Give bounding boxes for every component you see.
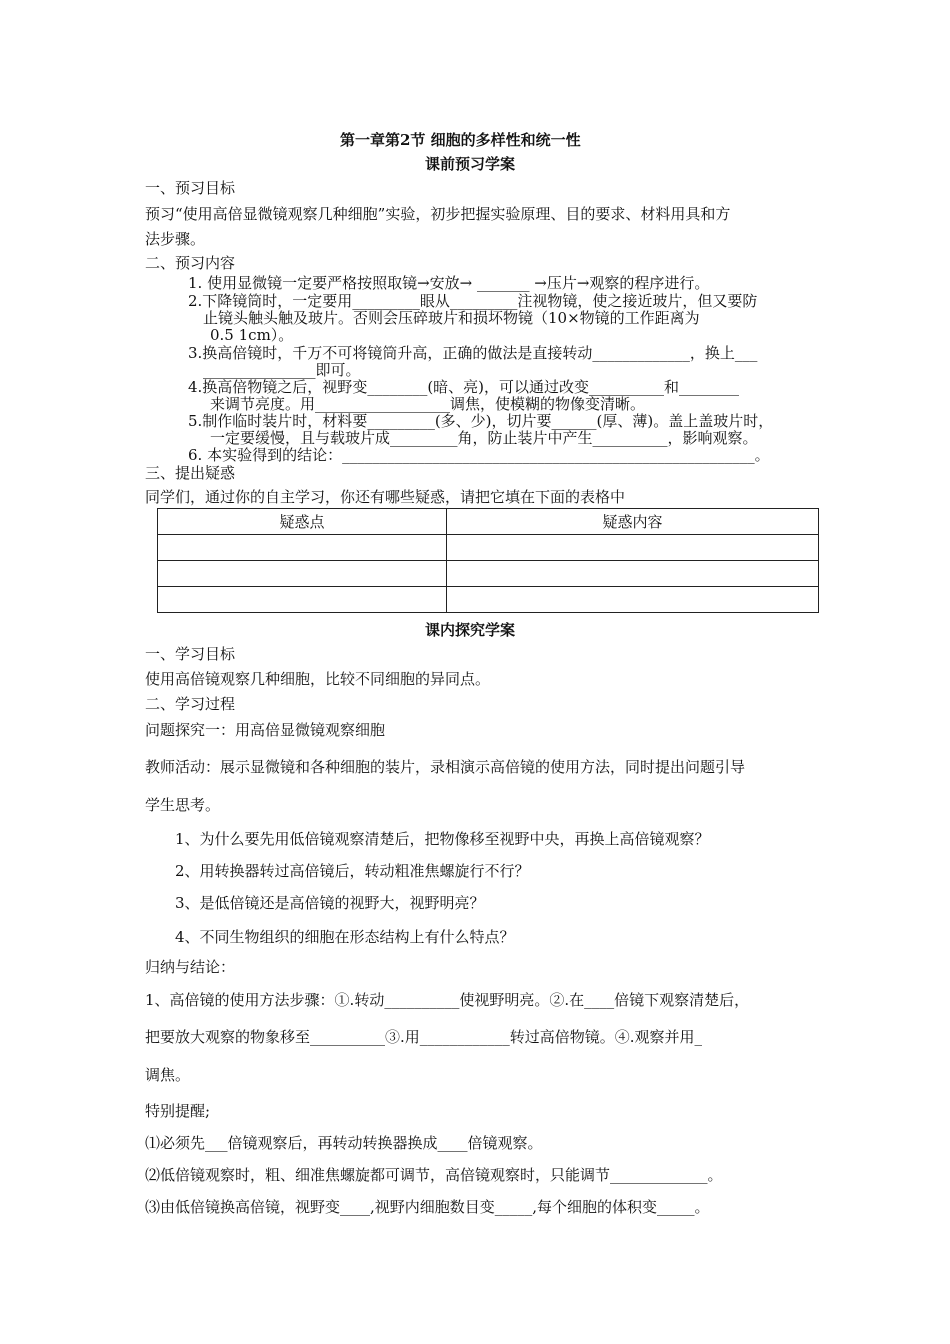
inclass-summary-3: 调焦。 [145, 1066, 191, 1084]
inclass-summary-2: 把要放大观察的物象移至__________③.用____________转过高倍物镜。④.观察并用_ [145, 1028, 703, 1046]
inclass-process-heading: 二、学习过程 [145, 695, 236, 713]
preview-item-2: 2.下降镜筒时，一定要用_________眼从_________注视物镜，使之接近玻片，但又要防 [188, 292, 758, 310]
doubt-content-cell[interactable] [447, 587, 819, 613]
inclass-question-2: 2、用转换器转过高倍镜后，转动粗准焦螺旋行不行？ [175, 862, 530, 880]
preview-doubt-text: 同学们，通过你的自主学习，你还有哪些疑惑，请把它填在下面的表格中 [145, 488, 626, 506]
doubt-table [157, 508, 819, 613]
preview-item-6: 6. 本实验得到的结论：_______________________________________________________。 [188, 446, 770, 464]
preview-doubt-heading: 三、提出疑惑 [145, 464, 236, 482]
preview-item-2b: 止镜头触头触及玻片。否则会压碎玻片和损坏物镜（10×物镜的工作距离为 [203, 309, 700, 327]
inclass-teacher-2: 学生思考。 [145, 796, 221, 814]
inclass-problem-1: 问题探究一：用高倍显微镜观察细胞 [145, 721, 386, 739]
inclass-tips-heading: 特别提醒; [145, 1102, 211, 1120]
document-title: 第一章第2节 细胞的多样性和统一性 [340, 131, 581, 149]
preview-item-5: 5.制作临时装片时，材料要_________(多、少)，切片要______(厚、薄)。盖上盖玻片时， [188, 412, 774, 430]
preview-goal-text-1: 预习“使用高倍显微镜观察几种细胞”实验，初步把握实验原理、目的要求、材料用具和方 [145, 205, 731, 223]
preview-item-4b: 来调节亮度。用__________________调焦，使模糊的物像变清晰。 [210, 395, 646, 413]
inclass-goal-heading: 一、学习目标 [145, 645, 236, 663]
preview-item-5b: 一定要缓慢，且与载玻片成_________角，防止装片中产生__________，影响观察。 [210, 429, 758, 447]
inclass-tip-2: ⑵低倍镜观察时，粗、细准焦螺旋都可调节，高倍镜观察时，只能调节_____________。 [145, 1166, 723, 1184]
doubt-point-header: 疑惑点 [158, 509, 447, 535]
preview-item-3b: _______________即可。 [203, 361, 361, 379]
doubt-table-header [158, 509, 819, 535]
preview-item-1: 1. 使用显微镜一定要严格按照取镜→安放→ _______ →压片→观察的程序进行。 [188, 274, 710, 292]
preview-item-4: 4.换高倍物镜之后，视野变________(暗、亮)，可以通过改变__________和________ [188, 378, 740, 396]
inclass-heading: 课内探究学案 [425, 621, 516, 639]
inclass-goal-text: 使用高倍镜观察几种细胞，比较不同细胞的异同点。 [145, 670, 491, 688]
doubt-content-header: 疑惑内容 [447, 509, 819, 535]
inclass-question-1: 1、为什么要先用低倍镜观察清楚后，把物像移至视野中央，再换上高倍镜观察？ [175, 830, 710, 848]
inclass-question-3: 3、是低倍镜还是高倍镜的视野大，视野明亮？ [175, 894, 485, 912]
preview-goal-heading: 一、预习目标 [145, 179, 236, 197]
inclass-tip-3: ⑶由低倍镜换高倍镜，视野变____,视野内细胞数目变_____,每个细胞的体积变_____。 [145, 1198, 710, 1216]
doubt-point-cell[interactable] [158, 535, 447, 561]
inclass-summary-1: 1、高倍镜的使用方法步骤：①.转动__________使视野明亮。②.在____倍镜下观察清楚后， [145, 991, 750, 1009]
doubt-content-cell[interactable] [447, 535, 819, 561]
preview-heading: 课前预习学案 [425, 155, 516, 173]
inclass-summary-heading: 归纳与结论： [145, 958, 236, 976]
inclass-question-4: 4、不同生物组织的细胞在形态结构上有什么特点？ [175, 928, 515, 946]
preview-content-heading: 二、预习内容 [145, 254, 236, 272]
table-row [158, 587, 819, 613]
doubt-content-cell[interactable] [447, 561, 819, 587]
doubt-point-cell[interactable] [158, 561, 447, 587]
inclass-tip-1: ⑴必须先___倍镜观察后，再转动转换器换成____倍镜观察。 [145, 1134, 543, 1152]
preview-item-2c: 0.5 1cm）。 [210, 326, 294, 344]
table-row [158, 535, 819, 561]
preview-goal-text-2: 法步骤。 [145, 230, 206, 248]
preview-item-3: 3.换高倍镜时，千万不可将镜筒升高，正确的做法是直接转动_____________，换上___ [188, 344, 758, 362]
doubt-point-cell[interactable] [158, 587, 447, 613]
table-row [158, 561, 819, 587]
inclass-teacher-1: 教师活动：展示显微镜和各种细胞的装片，录相演示高倍镜的使用方法，同时提出问题引导 [145, 758, 746, 776]
